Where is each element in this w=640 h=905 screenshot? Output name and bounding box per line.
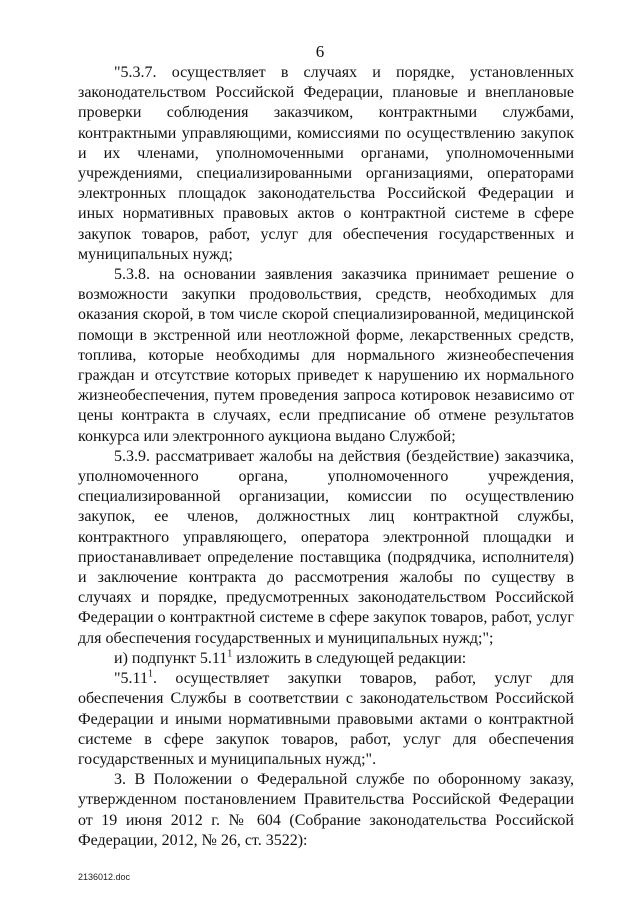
item-i-text-end: изложить в следующей редакции: [232,649,467,667]
superscript: 1 [147,668,153,680]
item-i-text: и) подпункт 5.11 [114,649,228,667]
paragraph-5-3-8: 5.3.8. на основании заявления заказчика принимает решение о возможности закупки продовольствия, средств, необходимых для оказания скорой, в том числе скорой специализированной, медицинской помощи в экстренной или неотложной форме, лекарственных средств, топлива, которые необходимы для нормального жизнеобеспечения граждан и отсутствие которых приведет к нарушению их нормального жизнеобеспечения, путем проведения запроса котировок независимо от цены контракта в случаях, если предписание об отмене результатов конкурса или электронного аукциона выдано Службой; [78,266,574,445]
paragraph-item-3: 3. В Положении о Федеральной службе по оборонному заказу, утвержденном постановлением Правительства Российской Федерации от 19 июня 2012 г. № 604 (Собрание законодательства Российской Федерации, 2012, № 26, ст. 3522): [78,771,574,849]
paragraph-item-i [78,649,574,669]
superscript: 1 [227,648,233,660]
quote-text: . осуществляет закупки товаров, работ, услуг для обеспечения Службы в соответствии с законодательством Российской Федерации и иными нормативными правовыми актами о контрактной системе в сфере закупок товаров, работ, услуг для обеспечения государственных и муниципальных нужд;". [78,670,574,768]
paragraph-5-3-7: "5.3.7. осуществляет в случаях и порядке, установленных законодательством Российской Федерации, плановые и внеплановые проверки соблюдения заказчиком, контрактными службами, контрактными управляющими, комиссиями по осуществлению закупок и их членами, уполномоченными органами, уполномоченными учреждениями, специализированными организациями, операторами электронных площадок законодательства Российской Федерации и иных нормативных правовых актов о контрактной системе в сфере закупок товаров, работ, услуг для обеспечения государственных и муниципальных нужд; [78,64,574,263]
document-filename: 2136012.doc [78,872,131,882]
page-number: 6 [315,42,325,61]
document-body [78,63,574,851]
paragraph-5-3-9: 5.3.9. рассматривает жалобы на действия (бездействие) заказчика, уполномоченного органа, уполномоченного учреждения, специализированной организации, комиссии по осуществлению закупок, ее членов, должностных лиц контрактной службы, контрактного управляющего, оператора электронной площадки и приостанавливает определение поставщика (подрядчика, исполнителя) и заключение контракта до рассмотрения жалобы по существу в случаях и порядке, предусмотренных законодательством Российской Федерации о контрактной системе в сфере закупок товаров, работ, услуг для обеспечения государственных и муниципальных нужд;"; [78,447,574,647]
quote-start: "5.11 [114,670,148,688]
paragraph-5-11-1 [78,669,574,770]
